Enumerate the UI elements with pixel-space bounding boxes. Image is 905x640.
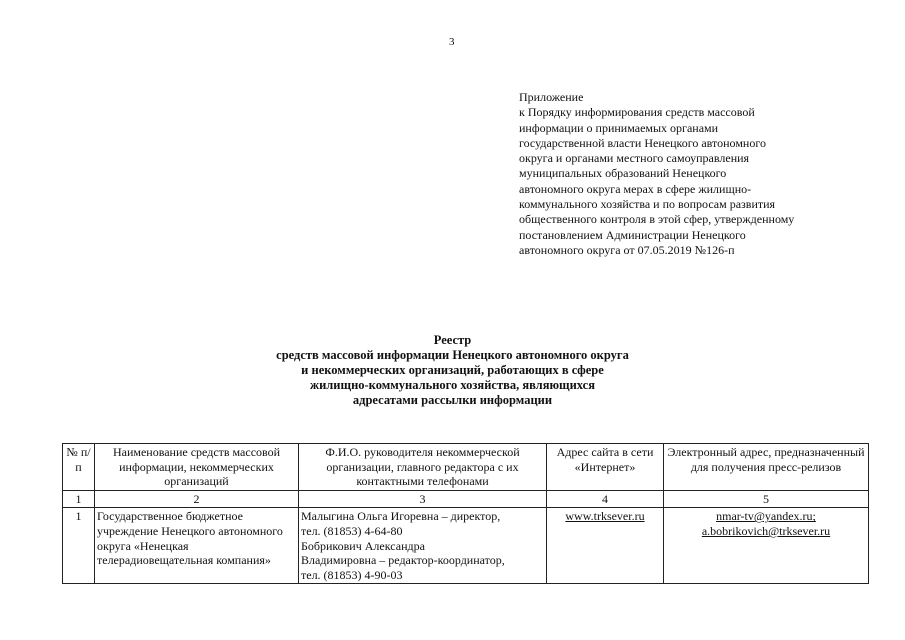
header-email: Электронный адрес, предназначенный для получения пресс-релизов [664, 444, 869, 491]
column-number: 4 [547, 490, 664, 508]
organization-name: Государственное бюджетное учреждение Ненецкого автономного округа «Ненецкая телерадиовещательная компания» [95, 508, 299, 584]
page-number: 3 [449, 36, 455, 48]
title-line: средств массовой информации Ненецкого автономного округа [276, 348, 629, 362]
appendix-line: информации о принимаемых органами [519, 120, 719, 135]
appendix-line: муниципальных образований Ненецкого [519, 166, 727, 181]
appendix-line: общественного контроля в этой сфер, утвержденному [519, 212, 795, 227]
contact-line: Владимировна – редактор-координатор, [301, 553, 505, 568]
site-cell [547, 508, 664, 584]
column-number: 5 [664, 490, 869, 508]
contact-line: Бобрикович Александра [301, 538, 425, 553]
appendix-line: государственной власти Ненецкого автономного [519, 135, 766, 150]
appendix-block [519, 90, 864, 258]
contact-line: Малыгина Ольга Игоревна – директор, [301, 509, 501, 524]
header-site: Адрес сайта в сети «Интернет» [547, 444, 664, 491]
appendix-line: Приложение [519, 90, 584, 104]
table-header-row [63, 444, 869, 491]
appendix-line: к Порядку информирования средств массовой [519, 105, 755, 120]
row-number: 1 [63, 508, 95, 584]
contact-line: тел. (81853) 4-90-03 [301, 567, 403, 582]
appendix-line: округа и органами местного самоуправления [519, 151, 750, 166]
header-contacts: Ф.И.О. руководителя некоммерческой организации, главного редактора с их контактными телефонами [299, 444, 547, 491]
table-numbering-row [63, 490, 869, 508]
column-number: 2 [95, 490, 299, 508]
title-line: адресатами рассылки информации [352, 393, 553, 407]
title-line: и некоммерческих организаций, работающих в сфере [301, 363, 604, 377]
title-line: Реестр [433, 333, 472, 347]
header-name: Наименование средств массовой информации, некоммерческих организаций [95, 444, 299, 491]
appendix-line: постановлением Администрации Ненецкого [519, 227, 746, 242]
appendix-line: автономного округа мерах в сфере жилищно- [519, 181, 752, 196]
title-line: жилищно-коммунального хозяйства, являющихся [310, 378, 595, 392]
email-link[interactable]: nmar-tv@yandex.ru; [716, 509, 816, 524]
contact-line: тел. (81853) 4-64-80 [301, 523, 403, 538]
registry-table [62, 443, 869, 584]
registry-title [0, 333, 905, 408]
appendix-line: коммунального хозяйства и по вопросам развития [519, 197, 776, 212]
email-cell [664, 508, 869, 584]
site-link[interactable]: www.trksever.ru [565, 509, 645, 524]
column-number: 3 [299, 490, 547, 508]
table-row [63, 508, 869, 584]
appendix-line: автономного округа от 07.05.2019 №126-п [519, 242, 735, 257]
email-link[interactable]: a.bobrikovich@trksever.ru [701, 523, 831, 538]
header-number: № п/п [63, 444, 95, 491]
column-number: 1 [63, 490, 95, 508]
contacts-cell [299, 508, 547, 584]
